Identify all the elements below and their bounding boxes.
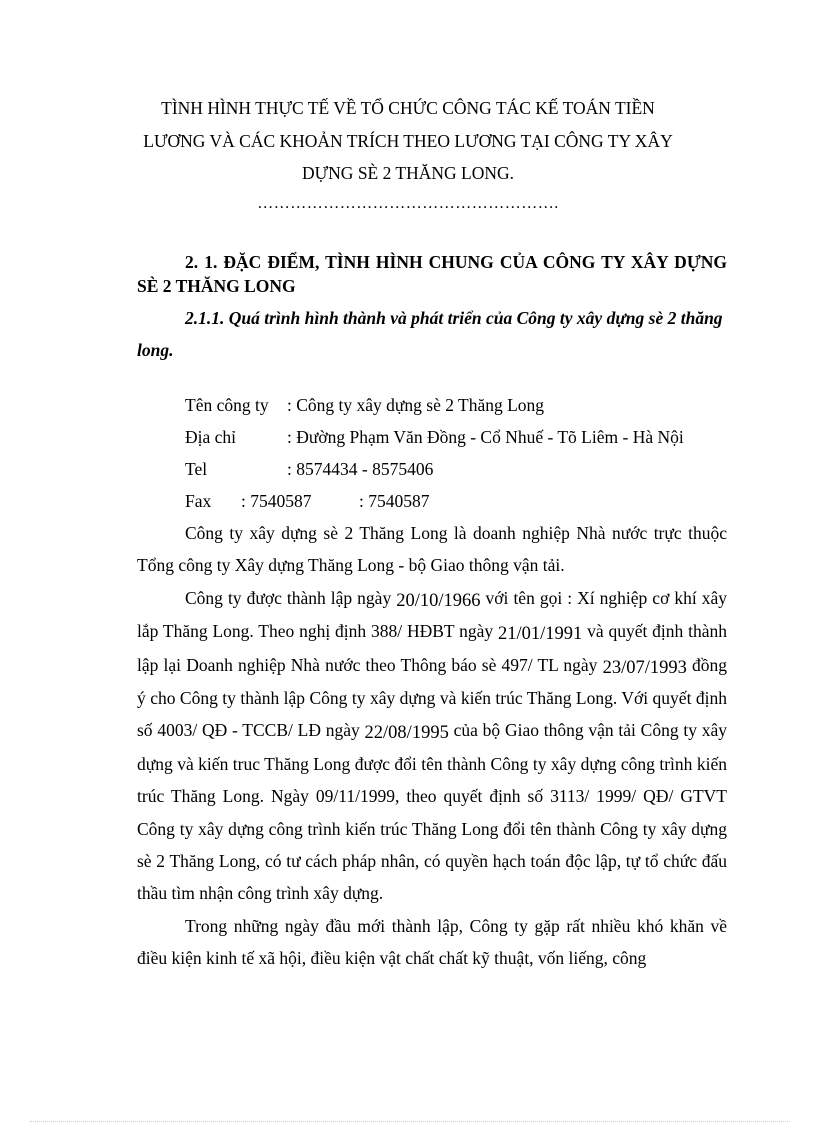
title-line-2: LƯƠNG VÀ CÁC KHOẢN TRÍCH THEO LƯƠNG TẠI CÔNG TY XÂY <box>143 130 673 151</box>
address-value: : Đường Phạm Văn Đồng - Cổ Nhuế - Tõ Liêm - Hà Nội <box>287 427 684 447</box>
fax-label: Fax <box>185 491 212 511</box>
paragraph-3: Trong những ngày đầu mới thành lập, Công ty gặp rất nhiều khó khăn về điều kiện kinh tế xã hội, điều kiện vật chất chất kỹ thuật, vốn liếng, công <box>137 915 727 969</box>
fax-value-2: : 7540587 <box>359 491 430 511</box>
body-text <box>137 517 727 975</box>
fax-value: : 7540587 <box>241 491 312 511</box>
company-name-label: Tên công ty <box>185 395 269 415</box>
tel-label: Tel <box>185 459 208 479</box>
tel-row <box>185 453 684 485</box>
company-info <box>185 389 684 517</box>
company-name-value: : Công ty xây dựng sè 2 Thăng Long <box>287 395 545 415</box>
paragraph-1: Công ty xây dựng sè 2 Thăng Long là doanh nghiệp Nhà nước trực thuộc Tổng công ty Xây dựng Thăng Long - bộ Giao thông vận tải. <box>137 523 727 576</box>
address-row <box>185 421 684 453</box>
page-bottom-border <box>30 1121 790 1122</box>
section-heading <box>137 250 727 298</box>
subsection-heading <box>137 302 727 366</box>
paragraph-2-part-1: Công ty được thành lập ngày <box>185 587 392 608</box>
notice-date: 23/07/1993 <box>602 657 687 678</box>
fax-row <box>185 485 684 517</box>
paragraph-2-part-5: của bộ Giao thông vận tải Công ty xây dựng và kiến truc Thăng Long được đổi tên thành Công ty xây dựng công trình kiến trúc Thăng Long. Ngày 09/11/1999, theo quyết định số 3113/ 1999/ QĐ/ GTVT Công ty xây dựng công trình kiến trúc Thăng Long đổi tên thành Công ty xây dựng sè 2 Thăng Long, có tư cách pháp nhân, có quyền hạch toán độc lập, tự tổ chức đấu thầu tìm nhận công trình xây dựng. <box>137 720 728 904</box>
document-title <box>120 92 696 190</box>
tel-value: : 8574434 - 8575406 <box>287 459 434 479</box>
subsection-heading-text: 2.1.1. Quá trình hình thành và phát triển của Công ty xây dựng sè 2 thăng long. <box>137 308 723 360</box>
dotted-separator: ………………………………………………. <box>257 195 559 212</box>
paragraph-2-part-4: đồng ý cho Công ty thành lập Công ty xây dựng và kiến trúc Thăng Long. Với quyết định số 4003/ QĐ - TCCB/ LĐ ngày <box>137 654 728 741</box>
paragraph-2 <box>137 582 727 910</box>
title-line-3: DỰNG SÈ 2 THĂNG LONG. <box>301 163 515 183</box>
company-name-row <box>185 389 684 421</box>
address-label: Địa chỉ <box>185 427 237 447</box>
decision-date: 22/08/1995 <box>364 723 449 744</box>
decree-date: 21/01/1991 <box>497 624 583 645</box>
founding-date: 20/10/1966 <box>396 590 481 611</box>
title-line-1: TÌNH HÌNH THỰC TẾ VỀ TỔ CHỨC CÔNG TÁC KẾ TOÁN TIỀN <box>161 98 655 118</box>
section-heading-text: 2. 1. ĐẶC ĐIỂM, TÌNH HÌNH CHUNG CỦA CÔNG TY XÂY DỰNG SÈ 2 THĂNG LONG <box>137 252 727 296</box>
paragraph-2-part-3: và quyết định thành lập lại Doanh nghiệp Nhà nước theo Thông báo sè 497/ TL ngày <box>137 621 728 675</box>
paragraph-2-part-2: với tên gọi : Xí nghiệp cơ khí xây lắp Thăng Long. Theo nghị định 388/ HĐBT ngày <box>137 587 728 642</box>
